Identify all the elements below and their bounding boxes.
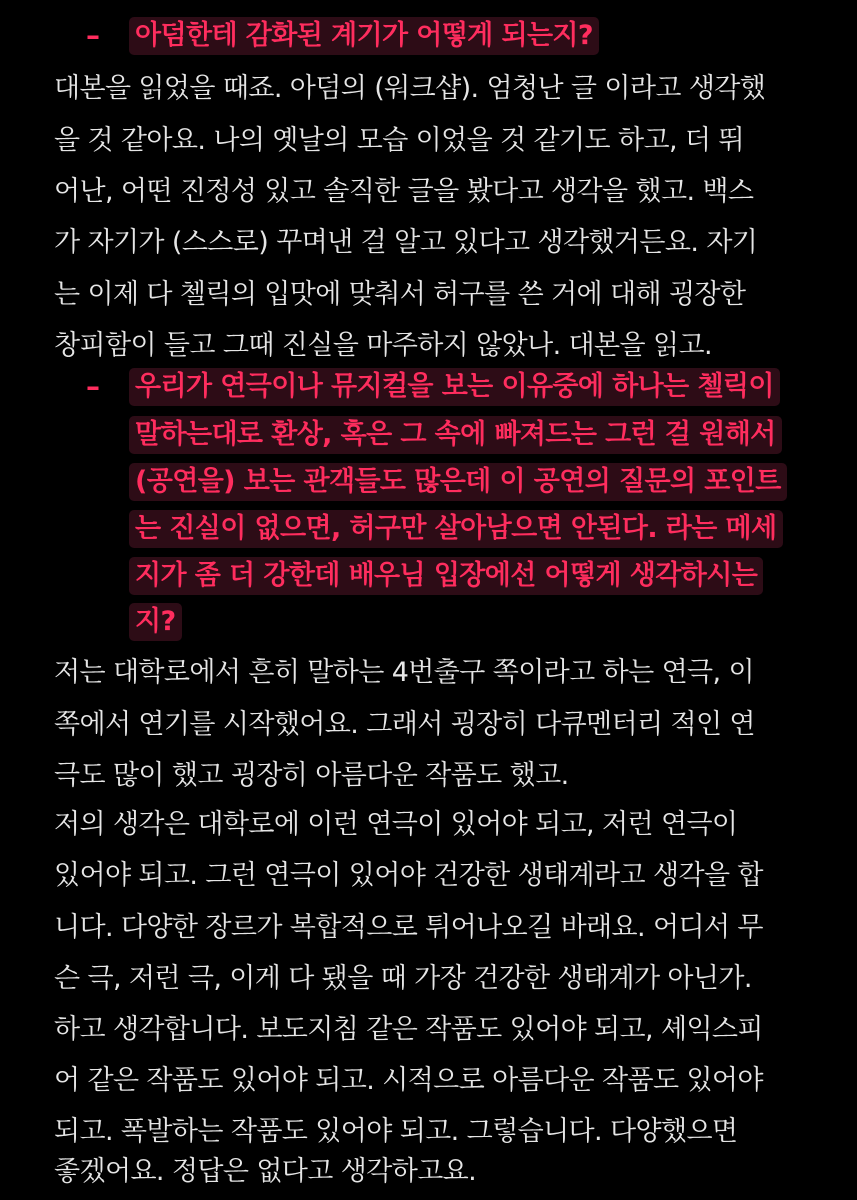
answer-2-line-5: 있어야 되고. 그런 연극이 있어야 건강한 생태계라고 생각을 합 [54,860,763,891]
answer-2-line-8: 하고 생각합니다. 보도지침 같은 작품도 있어야 되고, 셰익스피 [54,1014,763,1045]
answer-2-line-11: 좋겠어요. 정답은 없다고 생각하고요. [54,1156,477,1187]
answer-1-line-2: 을 것 같아요. 나의 옛날의 모습 이었을 것 같기도 하고, 더 뛰 [54,125,744,156]
question-2-line-5 [129,550,763,602]
question-2-highlight: 지? [129,603,182,641]
question-2-line-2 [129,409,782,461]
question-2-line-6 [129,596,182,648]
question-2-highlight: (공연을) 보는 관객들도 많은데 이 공연의 질문의 포인트 [129,463,787,501]
answer-1-line-1: 대본을 읽었을 때죠. 아덤의 (워크샵). 엄청난 글 이라고 생각했 [54,73,766,104]
answer-1-line-5: 는 이제 다 첼릭의 입맛에 맞춰서 허구를 쓴 거에 대해 굉장한 [54,279,746,310]
answer-2-line-10: 되고. 폭발하는 작품도 있어야 되고. 그렇습니다. 다양했으면 [54,1116,738,1147]
answer-2-line-3: 극도 많이 했고 굉장히 아름다운 작품도 했고. [54,760,569,791]
question-2-line-3 [129,456,787,508]
answer-1-line-3: 어난, 어떤 진정성 있고 솔직한 글을 봤다고 생각을 했고. 백스 [54,176,754,207]
answer-2-line-2: 쪽에서 연기를 시작했어요. 그래서 굉장히 다큐멘터리 적인 연 [54,709,755,740]
question-1-line-1 [129,10,599,62]
question-1-highlight: 아덤한테 감화된 계기가 어떻게 되는지? [129,17,599,55]
answer-2-line-6: 니다. 다양한 장르가 복합적으로 튀어나오길 바래요. 어디서 무 [54,912,763,943]
question-1-marker: – [86,19,100,52]
answer-2-line-9: 어 같은 작품도 있어야 되고. 시적으로 아름다운 작품도 있어야 [54,1065,763,1096]
question-2-line-4 [129,503,783,555]
question-2-highlight: 말하는대로 환상, 혹은 그 속에 빠져드는 그런 걸 원해서 [129,416,782,454]
answer-1-line-4: 가 자기가 (스스로) 꾸며낸 걸 알고 있다고 생각했거든요. 자기 [54,227,758,258]
question-2-marker: – [86,370,100,403]
answer-2-line-7: 슨 극, 저런 극, 이게 다 됐을 때 가장 건강한 생태계가 아닌가. [54,963,752,994]
answer-2-line-1: 저는 대학로에서 흔히 말하는 4번출구 쪽이라고 하는 연극, 이 [54,657,754,688]
question-2-line-1 [129,361,780,413]
question-2-highlight: 지가 좀 더 강한데 배우님 입장에선 어떻게 생각하시는 [129,557,763,595]
question-2-highlight: 우리가 연극이나 뮤지컬을 보는 이유중에 하나는 첼릭이 [129,368,780,406]
answer-1-line-6: 창피함이 들고 그때 진실을 마주하지 않았나. 대본을 읽고. [54,330,712,361]
answer-2-line-4: 저의 생각은 대학로에 이런 연극이 있어야 되고, 저런 연극이 [54,809,738,840]
question-2-highlight: 는 진실이 없으면, 허구만 살아남으면 안된다. 라는 메세 [129,510,783,548]
